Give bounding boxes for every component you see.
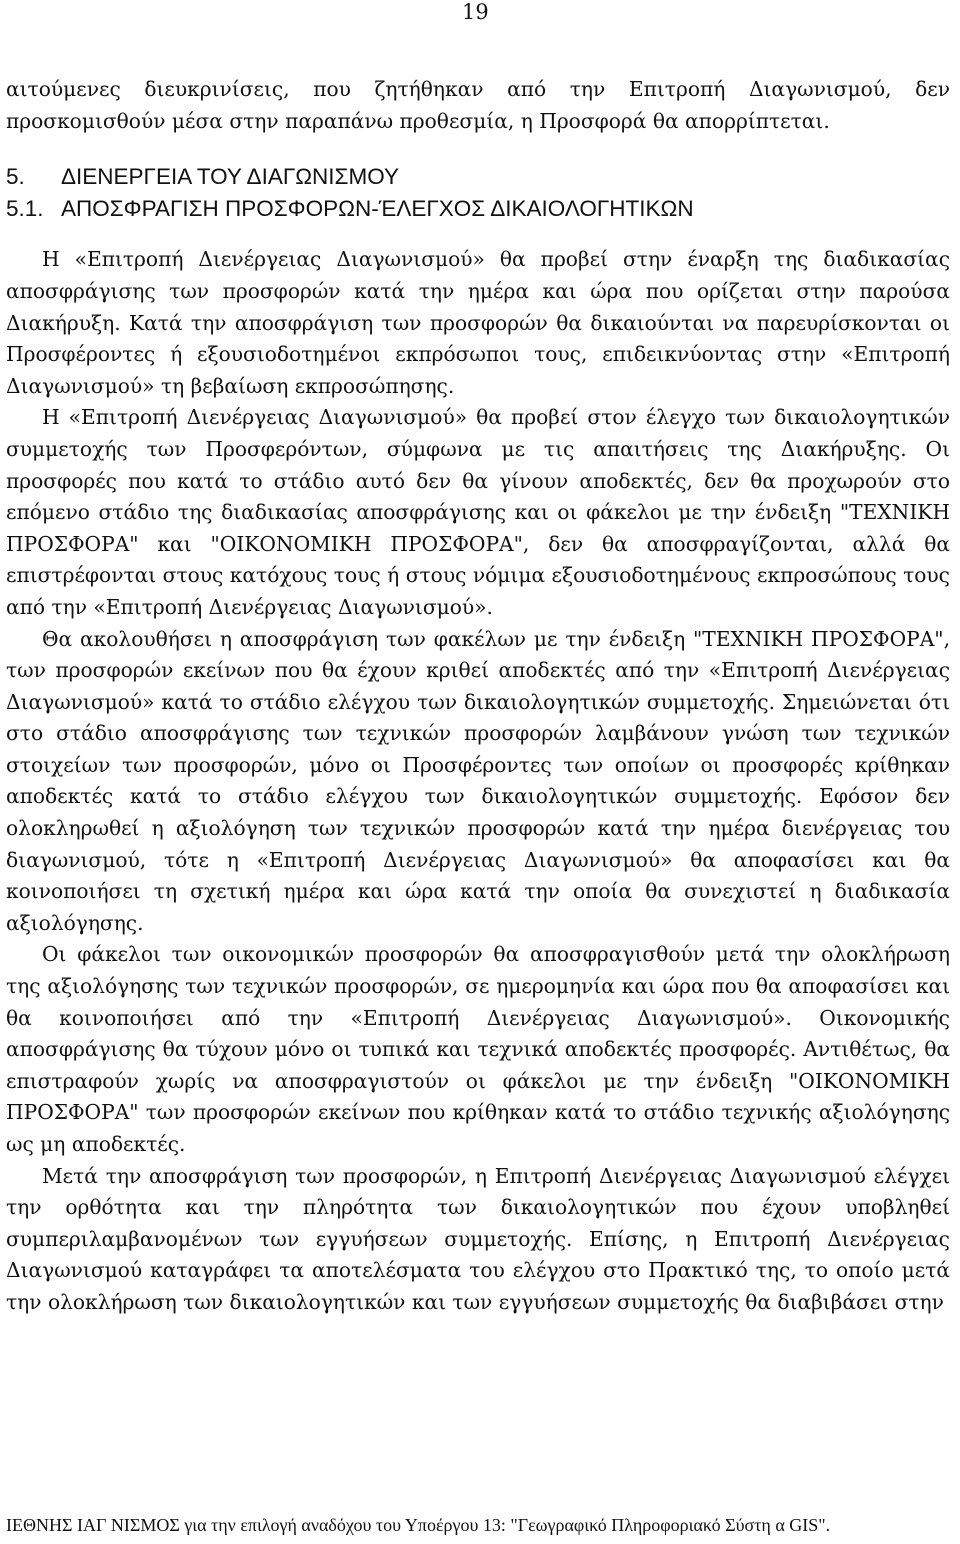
body-paragraph: Μετά την αποσφράγιση των προσφορών, η Επιτροπή Διενέργειας Διαγωνισμού ελέγχει την ορθότητα και την πληρότητα των δικαιολογητικών που έχουν υποβληθεί συμπεριλαμβανομένων των εγγυήσεων συμμετοχής. Επίσης, η Επιτροπή Διενέργειας Διαγωνισμού καταγράφει τα αποτελέσματα του ελέγχου στο Πρακτικό της, το οποίο μετά την ολοκλήρωση των δικαιολογητικών και των εγγυήσεων συμμετοχής θα διαβιβάσει στην	[6, 1163, 950, 1314]
body-paragraph: Θα ακολουθήσει η αποσφράγιση των φακέλων με την ένδειξη "ΤΕΧΝΙΚΗ ΠΡΟΣΦΟΡΑ", των προσφορών εκείνων που θα έχουν κριθεί αποδεκτές από την «Επιτροπή Διενέργειας Διαγωνισμού» κατά το στάδιο ελέγχου των δικαιολογητικών συμμετοχής. Σημειώνεται ότι στο στάδιο αποσφράγισης των τεχνικών προσφορών λαμβάνουν γνώση των τεχνικών στοιχείων των προσφορών, μόνο οι Προσφέροντες των οποίων οι προσφορές κρίθηκαν αποδεκτές κατά το στάδιο ελέγχου των δικαιολογητικών συμμετοχής. Εφόσον δεν ολοκληρωθεί η αξιολόγηση των τεχνικών προσφορών κατά την ημέρα διενέργειας του διαγωνισμού, τότε η «Επιτροπή Διενέργειας Διαγωνισμού» θα αποφασίσει και θα κοινοποιήσει τη σχετική ημέρα και ώρα κατά την οποία θα συνεχιστεί η διαδικασία αξιολόγησης.	[6, 626, 950, 935]
subsection-title: ΑΠΟΣΦΡΑΓΙΣΗ ΠΡΟΣΦΟΡΩΝ-ΈΛΕΓΧΟΣ ΔΙΚΑΙΟΛΟΓΗΤΙΚΩΝ	[61, 195, 694, 221]
body-paragraph: Η «Επιτροπή Διενέργειας Διαγωνισμού» θα προβεί στον έλεγχο των δικαιολογητικών συμμετοχής των Προσφερόντων, σύμφωνα με τις απαιτήσεις της Διακήρυξης. Οι προσφορές που κατά το στάδιο αυτό δεν θα γίνουν αποδεκτές, δεν θα προχωρούν στο επόμενο στάδιο της διαδικασίας αποσφράγισης και οι φάκελοι με την ένδειξη "ΤΕΧΝΙΚΗ ΠΡΟΣΦΟΡΑ" και "ΟΙΚΟΝΟΜΙΚΗ ΠΡΟΣΦΟΡΑ", δεν θα αποσφραγίζονται, αλλά θα επιστρέφονται στους κατόχους τους ή στους νόμιμα εξουσιοδοτημένους εκπροσώπους τους από την «Επιτροπή Διενέργειας Διαγωνισμού».	[6, 405, 950, 619]
section-number: 5.	[6, 164, 25, 190]
spacer	[6, 224, 950, 244]
section-title: ΔΙΕΝΕΡΓΕΙΑ ΤΟΥ ΔΙΑΓΩΝΙΣΜΟΥ	[61, 164, 399, 190]
body-paragraph: Η «Επιτροπή Διενέργειας Διαγωνισμού» θα προβεί στην έναρξη της διαδικασίας αποσφράγισης των προσφορών κατά την ημέρα και ώρα που ορίζεται στην παρούσα Διακήρυξη. Κατά την αποσφράγιση των προσφορών θα δικαιούνται να παρευρίσκονται οι Προσφέροντες ή εξουσιοδοτημένοι εκπρόσωποι τους, επιδεικνύοντας στην «Επιτροπή Διαγωνισμού» τη βεβαίωση εκπροσώπησης.	[6, 247, 950, 398]
body-paragraph: Οι φάκελοι των οικονομικών προσφορών θα αποσφραγισθούν μετά την ολοκλήρωση της αξιολόγησης των τεχνικών προσφορών, σε ημερομηνία και ώρα που θα αποφασίσει και θα κοινοποιήσει από την «Επιτροπή Διενέργειας Διαγωνισμού». Οικονομικής αποσφράγισης θα τύχουν μόνο οι τυπικά και τεχνικά αποδεκτές προσφορές. Αντιθέτως, θα επιστραφούν χωρίς να αποσφραγιστούν οι φάκελοι με την ένδειξη "ΟΙΚΟΝΟΜΙΚΗ ΠΡΟΣΦΟΡΑ" των προσφορών εκείνων που κρίθηκαν κατά το στάδιο τεχνικής αξιολόγησης ως μη αποδεκτές.	[6, 942, 950, 1156]
subsection-number: 5.1.	[6, 195, 44, 221]
page-number: 19	[462, 0, 489, 24]
section-heading	[6, 161, 950, 193]
spacer	[6, 137, 950, 161]
page-content	[6, 74, 950, 1319]
intro-paragraph: αιτούμενες διευκρινίσεις, που ζητήθηκαν από την Επιτροπή Διαγωνισμού, δεν προσκομισθούν μέσα στην παραπάνω προθεσμία, η Προσφορά θα απορρίπτεται.	[6, 77, 950, 133]
subsection-heading	[6, 193, 950, 225]
page-footer: ΙΕΘΝΗΣ ΙΑΓ ΝΙΣΜΟΣ για την επιλογή αναδόχου του Υποέργου 13: "Γεωγραφικό Πληροφοριακό Σύστη α GIS".	[6, 1515, 831, 1535]
